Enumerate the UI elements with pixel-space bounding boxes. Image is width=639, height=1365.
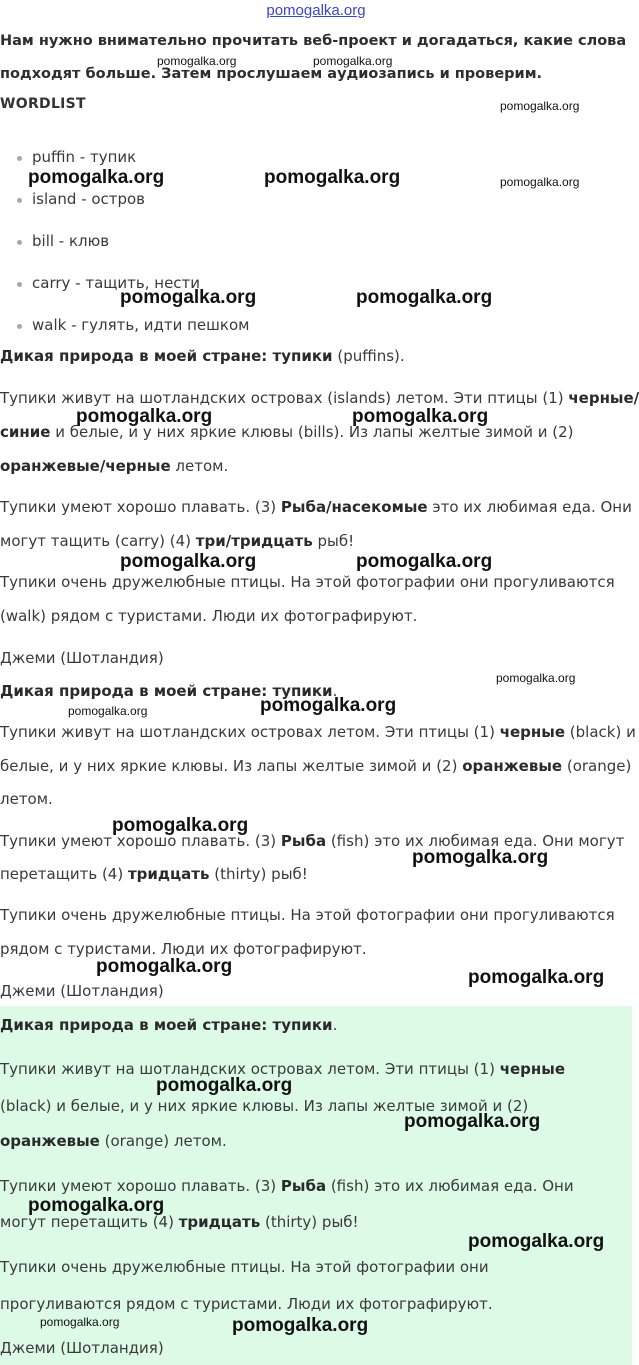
bullet-icon <box>17 282 22 287</box>
intro-line-2: подходят больше. Затем прослушаем аудиозапись и проверим. <box>0 66 543 82</box>
text1-signature: Джеми (Шотландия) <box>0 649 164 667</box>
text2-line: Тупики умеют хорошо плавать. (3) Рыба (fish) это их любимая еда. Они могут <box>0 832 625 850</box>
text1-line: Тупики живут на шотландских островах (islands) летом. Эти птицы (1) черные/ <box>0 389 639 407</box>
text3-line: Тупики умеют хорошо плавать. (3) Рыба (fish) это их любимая еда. Они <box>0 1177 574 1195</box>
wordlist-heading: WORDLIST <box>0 96 86 112</box>
watermark: pomogalka.org <box>500 99 580 113</box>
watermark: pomogalka.org <box>157 54 237 68</box>
watermark: pomogalka.org <box>120 551 257 572</box>
watermark: pomogalka.org <box>356 287 493 308</box>
bullet-icon <box>17 324 22 329</box>
watermark: pomogalka.org <box>356 551 493 572</box>
text1-line: могут тащить (carry) (4) три/тридцать рыб! <box>0 532 355 550</box>
watermark: pomogalka.org <box>352 406 489 427</box>
watermark: pomogalka.org <box>260 695 397 716</box>
text2-line: перетащить (4) тридцать (thirty) рыб! <box>0 865 308 883</box>
bullet-icon <box>17 156 22 161</box>
watermark: pomogalka.org <box>313 54 393 68</box>
text2-line: Тупики живут на шотландских островах летом. Эти птицы (1) черные (black) и <box>0 723 636 741</box>
wordlist-item: carry - тащить, нести <box>32 274 201 292</box>
watermark: pomogalka.org <box>500 175 580 189</box>
text2-title: Дикая природа в моей стране: тупики. <box>0 682 338 700</box>
wordlist-item: island - остров <box>32 190 146 208</box>
watermark: pomogalka.org <box>468 967 605 988</box>
text1-line: Тупики умеют хорошо плавать. (3) Рыба/насекомые это их любимая еда. Они <box>0 498 632 516</box>
text1-line: Тупики очень дружелюбные птицы. На этой фотографии они прогуливаются <box>0 573 615 591</box>
text1-line: (walk) рядом с туристами. Люди их фотографируют. <box>0 607 418 625</box>
wordlist-item: bill - клюв <box>32 232 110 250</box>
watermark: pomogalka.org <box>264 167 401 188</box>
text3-title: Дикая природа в моей стране: тупики. <box>0 1016 338 1034</box>
text3-line: прогуливаются рядом с туристами. Люди их фотографируют. <box>0 1295 493 1313</box>
watermark: pomogalka.org <box>412 847 549 868</box>
text1-line: оранжевые/черные летом. <box>0 457 229 475</box>
watermark: pomogalka.org <box>96 956 233 977</box>
watermark: pomogalka.org <box>112 815 249 836</box>
text2-line: летом. <box>0 790 53 808</box>
text3-line: (black) и белые, и у них яркие клювы. Из лапы желтые зимой и (2) <box>0 1097 529 1115</box>
watermark: pomogalka.org <box>468 1231 605 1252</box>
intro-line-1: Нам нужно внимательно прочитать веб-проект и догадаться, какие слова <box>0 33 627 49</box>
bullet-icon <box>17 198 22 203</box>
text1-line: синие и белые, и у них яркие клювы (bills). Из лапы желтые зимой и (2) <box>0 423 574 441</box>
text3-line: Тупики живут на шотландских островах летом. Эти птицы (1) черные <box>0 1060 566 1078</box>
watermark: pomogalka.org <box>156 1075 293 1096</box>
wordlist-item: puffin - тупик <box>32 148 137 166</box>
text3-line: могут перетащить (4) тридцать (thirty) рыб! <box>0 1213 359 1231</box>
text2-line: рядом с туристами. Люди их фотографируют. <box>0 940 367 958</box>
watermark: pomogalka.org <box>28 167 165 188</box>
watermark: pomogalka.org <box>28 1195 165 1216</box>
watermark: pomogalka.org <box>76 406 213 427</box>
watermark: pomogalka.org <box>40 1315 120 1329</box>
text2-signature: Джеми (Шотландия) <box>0 982 164 1000</box>
bullet-icon <box>17 240 22 245</box>
wordlist-item: walk - гулять, идти пешком <box>32 316 250 334</box>
watermark: pomogalka.org <box>232 1315 369 1336</box>
watermark: pomogalka.org <box>496 671 576 685</box>
text3-signature: Джеми (Шотландия) <box>0 1339 164 1357</box>
text3-line: оранжевые (orange) летом. <box>0 1132 227 1150</box>
text2-line: Тупики очень дружелюбные птицы. На этой фотографии они прогуливаются <box>0 906 615 924</box>
site-link[interactable]: pomogalka.org <box>266 2 366 19</box>
text1-title: Дикая природа в моей стране: тупики (puffins). <box>0 347 405 365</box>
watermark: pomogalka.org <box>404 1111 541 1132</box>
text3-line: Тупики очень дружелюбные птицы. На этой фотографии они <box>0 1258 489 1276</box>
watermark: pomogalka.org <box>68 704 148 718</box>
watermark: pomogalka.org <box>120 287 257 308</box>
text2-line: белые, и у них яркие клювы. Из лапы желтые зимой и (2) оранжевые (orange) <box>0 757 632 775</box>
